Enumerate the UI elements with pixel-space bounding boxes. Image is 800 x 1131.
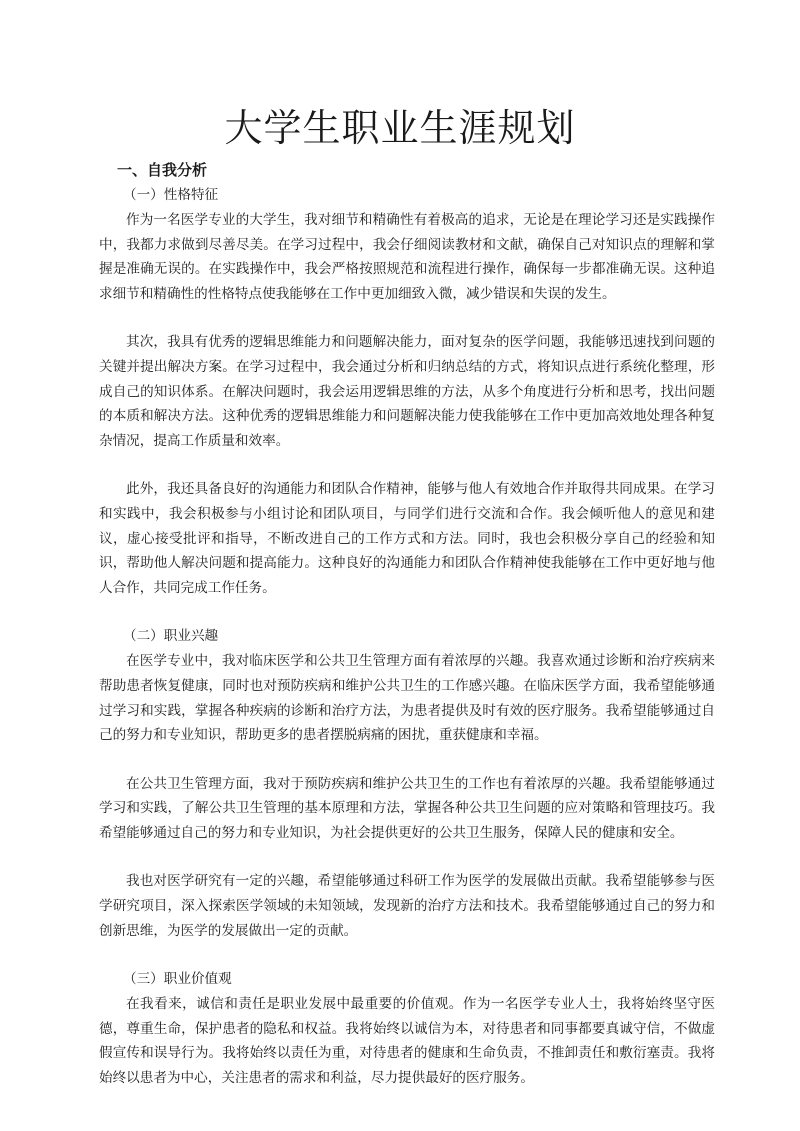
paragraph: 在我看来，诚信和责任是职业发展中最重要的价值观。作为一名医学专业人士，我将始终坚守医德，尊重生命，保护患者的隐私和权益。我将始终以诚信为本，对待患者和同事都要真诚守信，不做虚假宣传和误导行为。我将始终以责任为重，对待患者的健康和生命负责，不推卸责任和敷衍塞责。我将始终以患者为中心，关注患者的需求和利益，尽力提供最好的医疗服务。 (99, 996, 715, 1087)
section-heading-self-analysis: 一、自我分析 (117, 161, 208, 179)
paragraph: 我也对医学研究有一定的兴趣，希望能够通过科研工作为医学的发展做出贡献。我希望能够参与医学研究项目，深入探索医学领域的未知领域，发现新的治疗方法和技术。我希望能够通过自己的努力和创新思维，为医学的发展做出一定的贡献。 (99, 873, 715, 939)
subsection-heading-personality: （一）性格特征 (123, 187, 219, 203)
paragraph-spacer (99, 748, 715, 772)
paragraph: 作为一名医学专业的大学生，我对细节和精确性有着极高的追求，无论是在理论学习还是实践操作中，我都力求做到尽善尽美。在学习过程中，我会仔细阅读教材和文献，确保自己对知识点的理解和掌握是准确无误的。在实践操作中，我会严格按照规范和流程进行操作，确保每一步都准确无误。这种追求细节和精确性的性格特点使我能够在工作中更加细致入微，减少错误和失误的发生。 (99, 212, 715, 302)
subsection-heading-career-values: （三）职业价值观 (123, 971, 232, 988)
paragraph: 在公共卫生管理方面，我对于预防疾病和维护公共卫生的工作也有着浓厚的兴趣。我希望能够通过学习和实践，了解公共卫生管理的基本原理和方法，掌握各种公共卫生问题的应对策略和管理技巧。我希望能够通过自己的努力和专业知识，为社会提供更好的公共卫生服务，保障人民的健康和安全。 (99, 775, 715, 841)
paragraph: 其次，我具有优秀的逻辑思维能力和问题解决能力，面对复杂的医学问题，我能够迅速找到问题的关键并提出解决方案。在学习过程中，我会通过分析和归纳总结的方式，将知识点进行系统化整理，形成自己的知识体系。在解决问题时，我会运用逻辑思维的方法，从多个角度进行分析和思考，找出问题的本质和解决方法。这种优秀的逻辑思维能力和问题解决能力使我能够在工作中更加高效地处理各种复杂情况，提高工作质量和效率。 (99, 334, 715, 449)
page-title: 大学生职业生涯规划 (224, 106, 576, 150)
paragraph-spacer (99, 943, 715, 967)
paragraph: 在医学专业中，我对临床医学和公共卫生管理方面有着浓厚的兴趣。我喜欢通过诊断和治疗疾病来帮助患者恢复健康，同时也对预防疾病和维护公共卫生的工作感兴趣。在临床医学方面，我希望能够通过学习和实践，掌握各种疾病的诊断和治疗方法，为患者提供及时有效的医疗服务。我希望能够通过自己的努力和专业知识，帮助更多的患者摆脱病痛的困扰，重获健康和幸福。 (99, 653, 715, 744)
paragraph-spacer (99, 600, 715, 624)
paragraph-spacer (99, 845, 715, 869)
paragraph-spacer (99, 453, 715, 477)
paragraph: 此外，我还具备良好的沟通能力和团队合作精神，能够与他人有效地合作并取得共同成果。在学习和实践中，我会积极参与小组讨论和团队项目，与同学们进行交流和合作。我会倾听他人的意见和建议，虚心接受批评和指导，不断改进自己的工作方式和方法。同时，我也会积极分享自己的经验和知识，帮助他人解决问题和提高能力。这种良好的沟通能力和团队合作精神使我能够在工作中更好地与他人合作，共同完成工作任务。 (99, 481, 715, 596)
paragraph-spacer (99, 306, 715, 330)
subsection-heading-career-interest: （二）职业兴趣 (123, 628, 219, 645)
document-body (99, 158, 715, 1091)
